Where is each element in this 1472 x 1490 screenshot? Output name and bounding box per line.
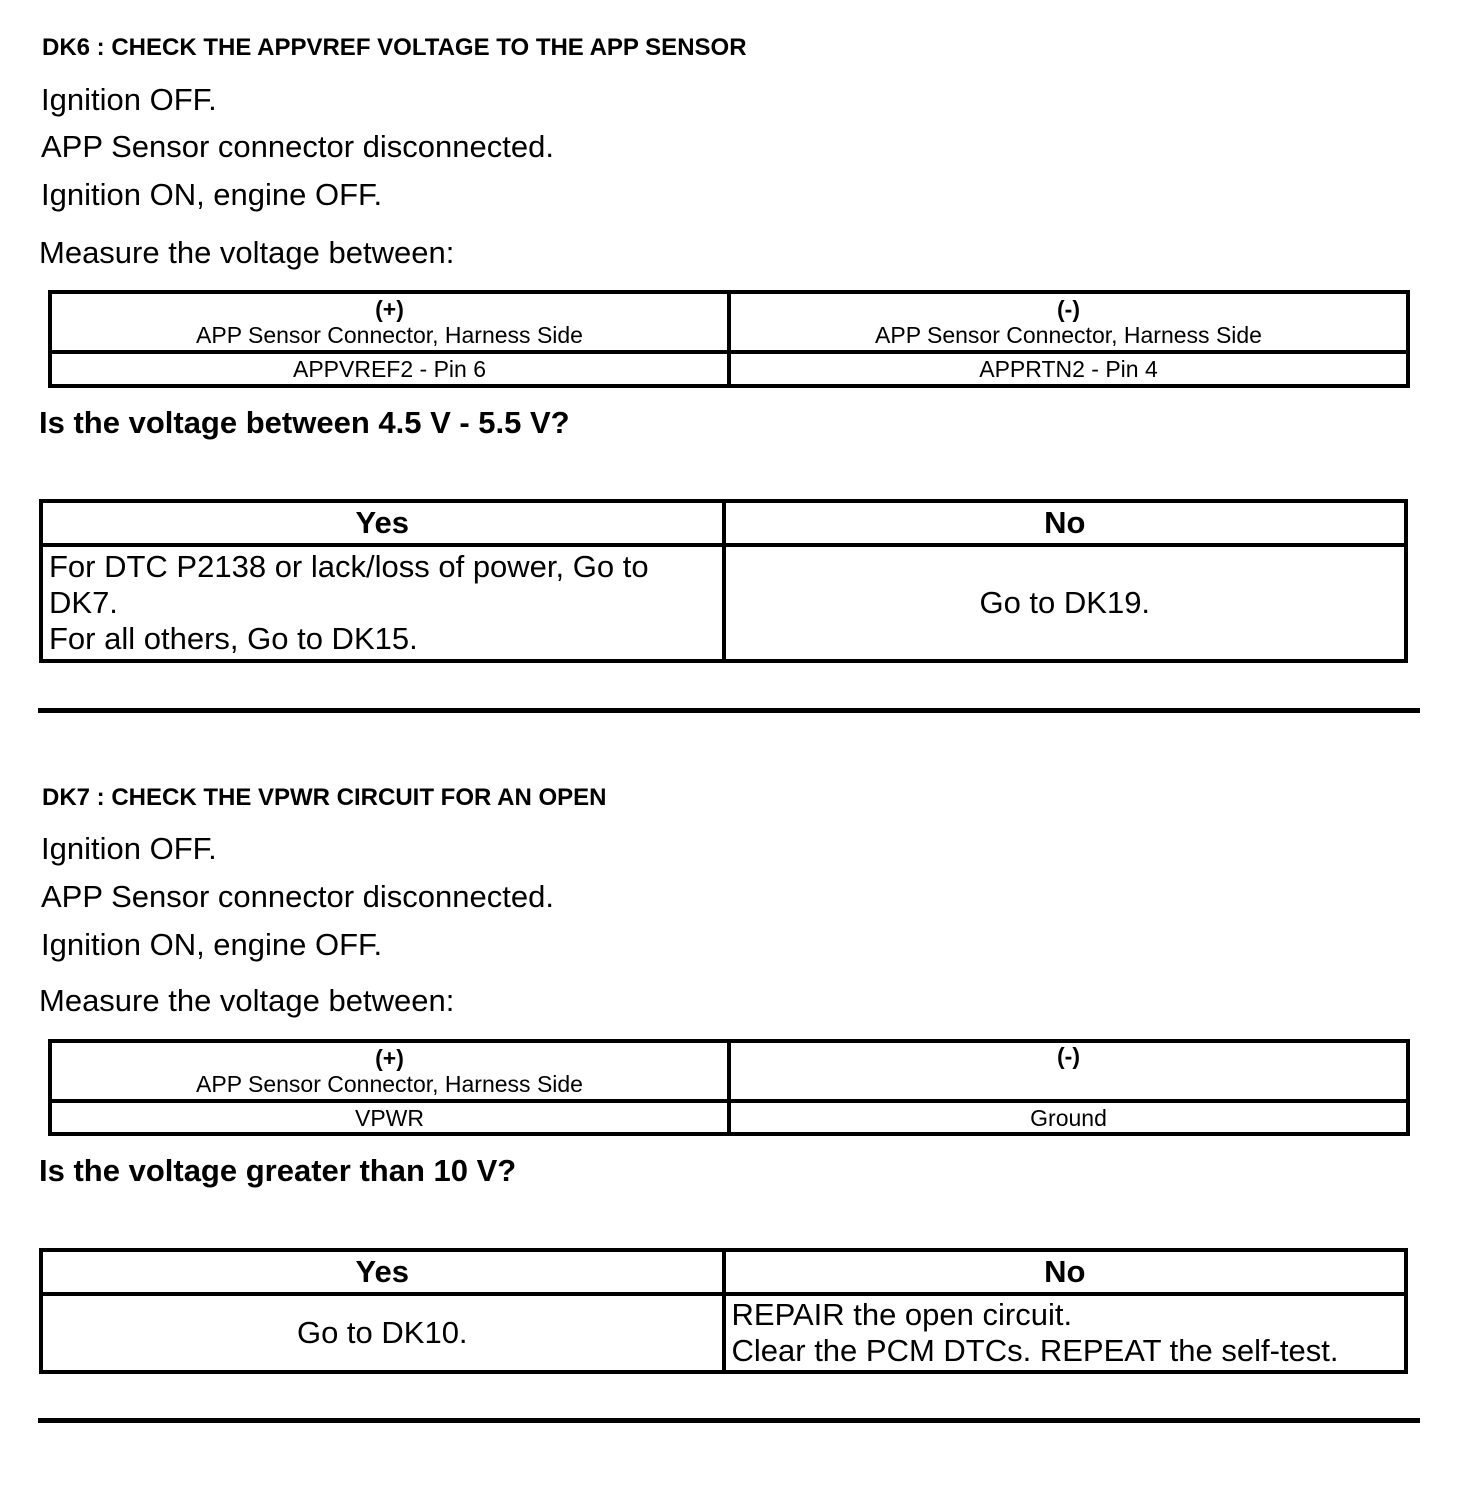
dk6-yes-line-1: For DTC P2138 or lack/loss of power, Go to: [49, 549, 649, 584]
dk6-yes-line-3: For all others, Go to DK15.: [49, 621, 418, 656]
dk7-step-2: APP Sensor connector disconnected.: [41, 879, 554, 914]
dk7-no-header: No: [724, 1250, 1407, 1294]
dk7-yes-header: Yes: [41, 1250, 724, 1294]
dk6-minus-value: APPRTN2 - Pin 4: [729, 352, 1408, 386]
dk6-minus-header: APP Sensor Connector, Harness Side: [875, 322, 1262, 348]
dk7-result-table: [39, 1248, 1408, 1374]
dk7-measure-table: [48, 1039, 1410, 1136]
dk7-step-3: Ignition ON, engine OFF.: [41, 927, 383, 962]
dk6-no-header: No: [724, 501, 1407, 545]
dk6-plus-value: APPVREF2 - Pin 6: [50, 352, 729, 386]
dk7-step-1: Ignition OFF.: [41, 831, 217, 866]
dk6-measure-table: [48, 290, 1410, 388]
dk7-yes-line-1: Go to DK10.: [296, 1315, 468, 1350]
dk7-minus-header-cell: [729, 1041, 1408, 1101]
section-divider: [38, 1418, 1420, 1423]
dk7-no-cell: [724, 1294, 1407, 1372]
dk7-plus-header-cell: [50, 1041, 729, 1101]
dk7-measure-label: Measure the voltage between:: [39, 983, 455, 1018]
dk6-no-cell: [724, 545, 1407, 661]
dk6-yes-cell: [41, 545, 724, 661]
dk6-question: Is the voltage between 4.5 V - 5.5 V?: [39, 405, 570, 440]
dk6-result-table: [39, 499, 1408, 663]
dk6-step-3: Ignition ON, engine OFF.: [41, 177, 383, 212]
dk7-no-line-2: Clear the PCM DTCs. REPEAT the self-test.: [731, 1333, 1339, 1368]
dk7-minus-value: Ground: [729, 1101, 1408, 1134]
dk6-step-1: Ignition OFF.: [41, 82, 217, 117]
dk6-plus-header: APP Sensor Connector, Harness Side: [196, 322, 583, 348]
dk7-plus-value: VPWR: [50, 1101, 729, 1134]
dk7-yes-cell: [41, 1294, 724, 1372]
dk7-question: Is the voltage greater than 10 V?: [39, 1153, 517, 1188]
dk6-step-2: APP Sensor connector disconnected.: [41, 129, 554, 164]
minus-sign: (-): [1057, 1043, 1080, 1069]
minus-sign: (-): [1057, 296, 1080, 322]
dk6-yes-line-2: DK7.: [49, 585, 118, 620]
dk7-no-line-1: REPAIR the open circuit.: [731, 1297, 1073, 1332]
dk6-heading: DK6 : CHECK THE APPVREF VOLTAGE TO THE APP SENSOR: [42, 34, 747, 61]
dk7-heading: DK7 : CHECK THE VPWR CIRCUIT FOR AN OPEN: [42, 784, 607, 811]
dk6-measure-label: Measure the voltage between:: [39, 235, 455, 270]
plus-sign: (+): [375, 1045, 404, 1071]
plus-sign: (+): [375, 296, 404, 322]
dk6-yes-header: Yes: [41, 501, 724, 545]
section-divider: [38, 708, 1420, 713]
dk6-no-line-1: Go to DK19.: [979, 585, 1151, 620]
dk6-plus-header-cell: [50, 292, 729, 352]
dk7-plus-header: APP Sensor Connector, Harness Side: [196, 1071, 583, 1097]
dk6-minus-header-cell: [729, 292, 1408, 352]
